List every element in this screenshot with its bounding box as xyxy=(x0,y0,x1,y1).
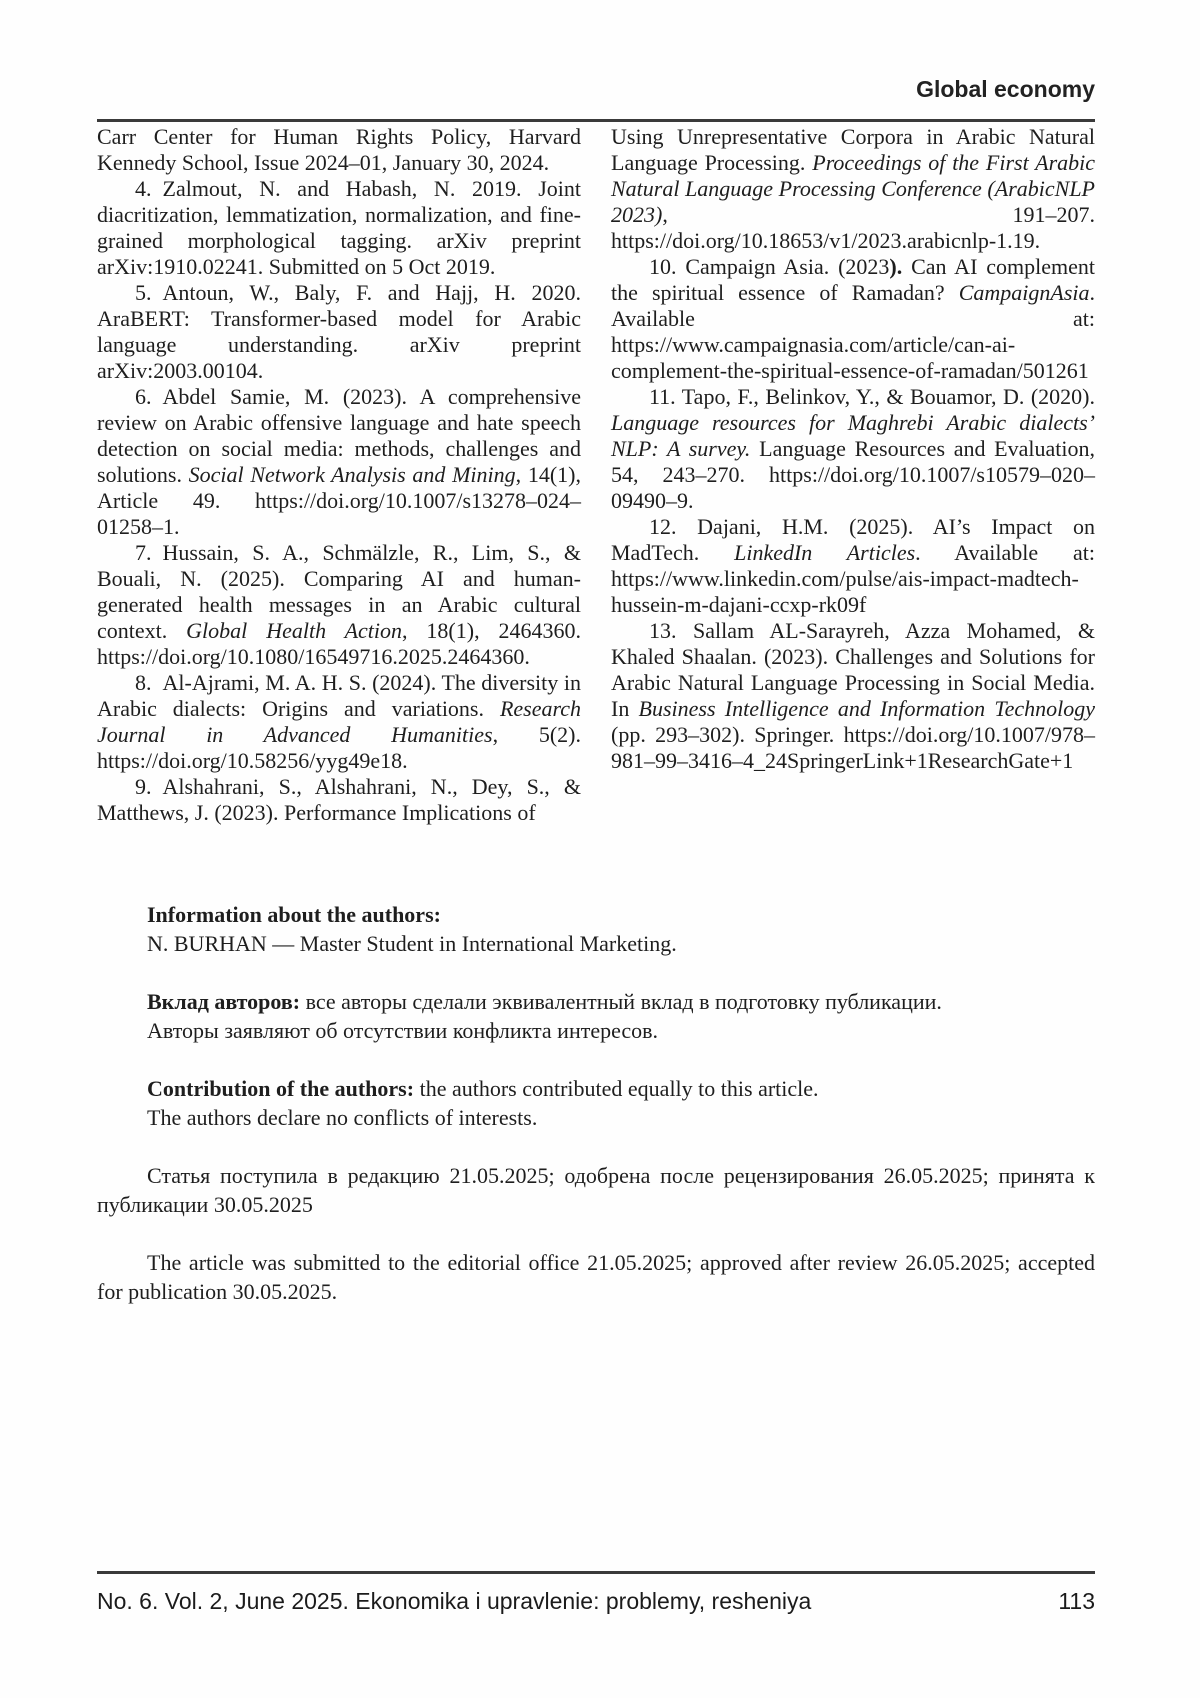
reference-text-bold: ). xyxy=(889,254,903,279)
reference-text: . Available at: https://www.campaignasia.com/article/can-ai-complement-the-spiritual-essence-of-ramadan/501261 xyxy=(611,280,1095,383)
submission-dates-en: The article was submitted to the editorial office 21.05.2025; approved after review 26.05.2025; accepted for publication 30.05.2025. xyxy=(97,1250,1095,1304)
reference-text: (pp. 293–302). Springer. https://doi.org/10.1007/978–981–99–3416–4_24SpringerLink+1ResearchGate+1 xyxy=(611,722,1095,773)
reference-journal-title: Global Health Action xyxy=(186,618,403,643)
header-rule xyxy=(97,119,1095,122)
contribution-en-heading: Contribution of the authors: xyxy=(147,1076,415,1101)
reference-text: Carr Center for Human Rights Policy, Harvard Kennedy School, Issue 2024–01, January 30, 2024. xyxy=(97,124,581,175)
reference-text: 4. Zalmout, N. and Habash, N. 2019. Joint diacritization, lemmatization, normalization, and fine-grained morphological tagging. arXiv preprint arXiv:1910.02241. Submitted on 5 Oct 2019. xyxy=(97,176,581,279)
contribution-en-body: the authors contributed equally to this article. xyxy=(414,1076,819,1101)
contribution-ru-body: все авторы сделали эквивалентный вклад в подготовку публикации. xyxy=(300,989,942,1014)
back-matter xyxy=(97,900,1095,1335)
reference-text: 7. Hussain, S. A., Schmälzle, R., Lim, S., & Bouali, N. (2025). Comparing AI and human-generated health messages in an Arabic cultural context. xyxy=(97,540,581,643)
reference-text: Can AI complement the spiritual essence of Ramadan? xyxy=(611,254,1095,305)
reference-text: Using Unrepresentative Corpora in Arabic Natural Language Processing. xyxy=(611,124,1095,175)
reference-book-title: Business Intelligence and Information Technology xyxy=(638,696,1095,721)
reference-item xyxy=(611,254,1095,384)
contribution-ru-heading: Вклад авторов: xyxy=(147,989,301,1014)
submission-dates-ru: Статья поступила в редакцию 21.05.2025; одобрена после рецензирования 26.05.2025; принята к публикации 30.05.2025 xyxy=(97,1163,1095,1217)
reference-text: 10. Campaign Asia. (2023 xyxy=(649,254,890,279)
authors-info-body: N. BURHAN — Master Student in International Marketing. xyxy=(147,931,677,956)
reference-item xyxy=(611,124,1095,254)
contribution-ru-line1 xyxy=(147,987,1095,1016)
reference-item xyxy=(611,618,1095,774)
reference-item xyxy=(611,514,1095,618)
authors-info-heading xyxy=(147,900,1095,929)
reference-text: 5. Antoun, W., Baly, F. and Hajj, H. 2020. AraBERT: Transformer-based model for Arabic language understanding. arXiv preprint arXiv:2003.00104. xyxy=(97,280,581,383)
reference-item xyxy=(97,124,581,176)
reference-text: 11. Tapo, F., Belinkov, Y., & Bouamor, D. (2020). xyxy=(649,384,1095,409)
reference-text: . Available at: https://www.linkedin.com/pulse/ais-impact-madtech-hussein-m-dajani-ccxp-rk09f xyxy=(611,540,1095,617)
reference-item xyxy=(97,670,581,774)
references-column-left xyxy=(97,124,581,826)
footer-rule xyxy=(97,1571,1095,1574)
reference-text: 9. Alshahrani, S., Alshahrani, N., Dey, S., & Matthews, J. (2023). Performance Implications of xyxy=(97,774,581,825)
reference-item xyxy=(97,384,581,540)
reference-text: Language Resources and Evaluation, 54, 243–270. https://doi.org/10.1007/s10579–020–09490–9. xyxy=(611,436,1095,513)
contribution-en xyxy=(97,1074,1095,1132)
authors-info-heading-text: Information about the authors: xyxy=(147,902,441,927)
reference-item xyxy=(97,280,581,384)
reference-text: 12. Dajani, H.M. (2025). AI’s Impact on MadTech. xyxy=(611,514,1095,565)
reference-proceedings-title: Proceedings of the First Arabic Natural Language Processing Conference (ArabicNLP 2023) xyxy=(611,150,1096,227)
reference-item xyxy=(97,176,581,280)
reference-item xyxy=(611,384,1095,514)
reference-text: 8. Al-Ajrami, M. A. H. S. (2024). The diversity in Arabic dialects: Origins and variations. xyxy=(97,670,581,721)
reference-journal-title: Social Network Analysis and Mining xyxy=(188,462,516,487)
reference-source-title: CampaignAsia xyxy=(958,280,1090,305)
contribution-en-line1 xyxy=(147,1074,1095,1103)
contribution-en-line2: The authors declare no conflicts of interests. xyxy=(147,1105,538,1130)
footer-page-number: 113 xyxy=(1058,1588,1095,1614)
reference-text: 6. Abdel Samie, M. (2023). A comprehensive review on Arabic offensive language and hate speech detection on social media: methods, challenges and solutions. xyxy=(97,384,581,487)
reference-text: , 18(1), 2464360. https://doi.org/10.1080/16549716.2025.2464360. xyxy=(97,618,581,669)
reference-text: , 191–207. https://doi.org/10.18653/v1/2023.arabicnlp-1.19. xyxy=(611,202,1095,253)
footer-journal-line: No. 6. Vol. 2, June 2025. Ekonomika i upravlenie: problemy, resheniya xyxy=(97,1588,812,1614)
running-head-section: Global economy xyxy=(916,76,1095,102)
reference-journal-title: Research Journal in Advanced Humanities xyxy=(97,696,581,747)
reference-article-title: Language resources for Maghrebi Arabic dialects’ NLP: A survey. xyxy=(611,410,1095,461)
references-list xyxy=(97,124,1095,826)
references-column-right xyxy=(611,124,1095,826)
reference-source-title: LinkedIn Articles xyxy=(734,540,916,565)
reference-text: 13. Sallam AL-Sarayreh, Azza Mohamed, & Khaled Shaalan. (2023). Challenges and Solutions for Arabic Natural Language Processing in Social Media. In xyxy=(611,618,1095,721)
authors-info-en xyxy=(97,900,1095,958)
reference-text: , 14(1), Article 49. https://doi.org/10.1007/s13278–024–01258–1. xyxy=(97,462,581,539)
contribution-ru-line2: Авторы заявляют об отсутствии конфликта интересов. xyxy=(147,1018,659,1043)
footer xyxy=(97,1588,1095,1615)
contribution-ru xyxy=(97,987,1095,1045)
reference-item xyxy=(97,774,581,826)
reference-item xyxy=(97,540,581,670)
reference-text: , 5(2). https://doi.org/10.58256/yyg49e18. xyxy=(97,722,581,773)
